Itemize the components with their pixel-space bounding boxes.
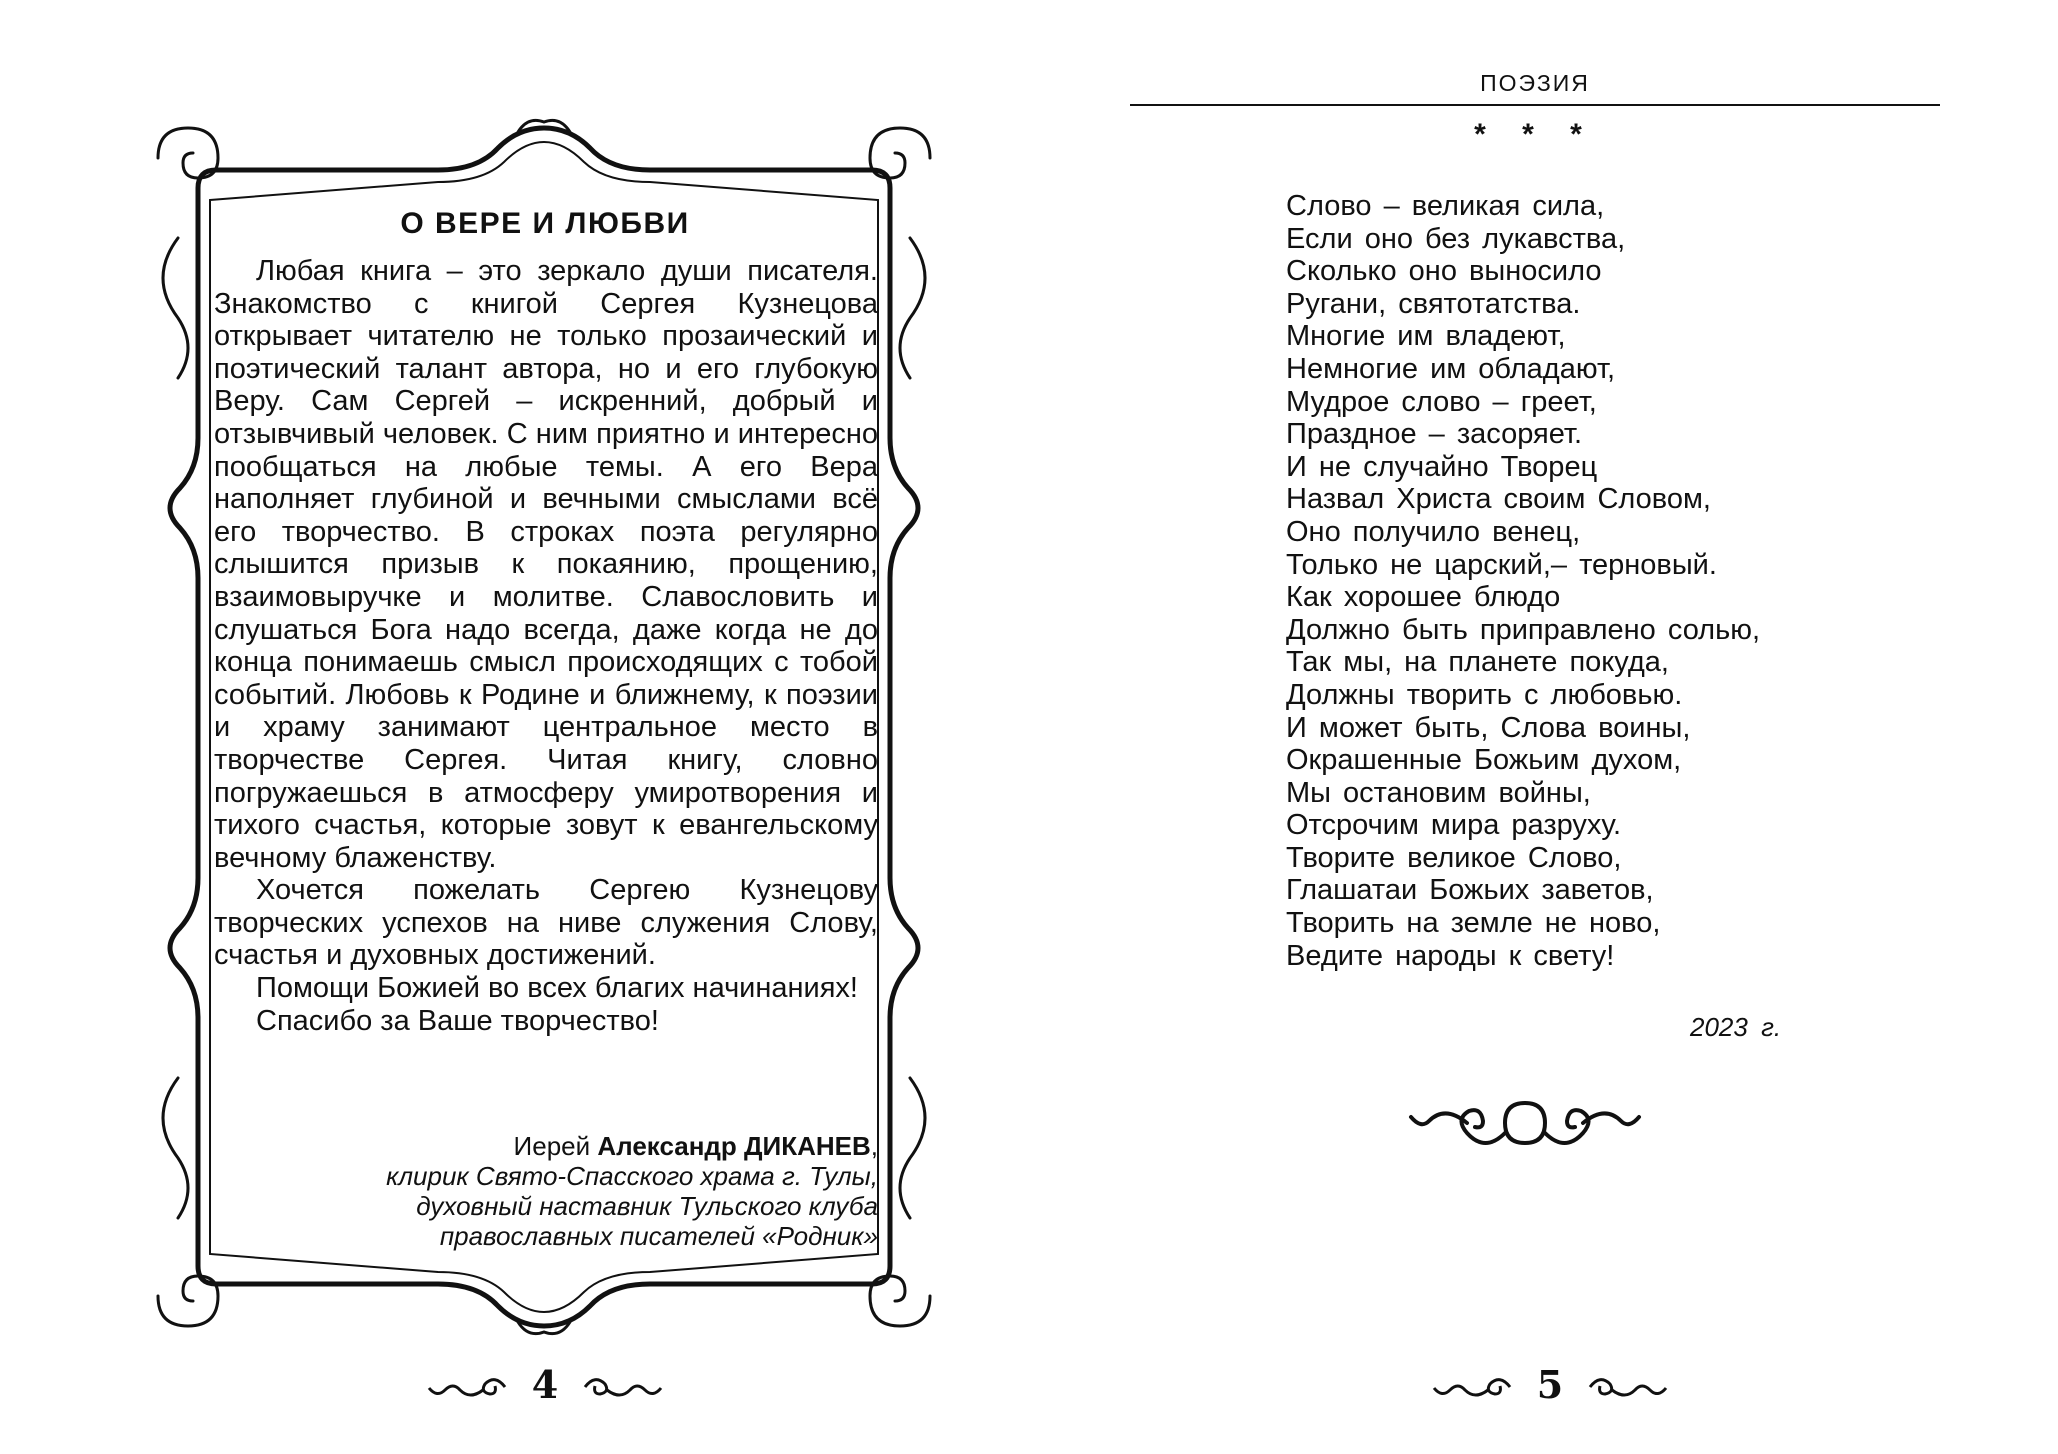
poem-line: Мудрое слово – греет, (1286, 385, 1597, 418)
poem-line: Так мы, на планете покуда, (1286, 646, 1669, 679)
poem-line: Сколько оно выносило (1286, 255, 1602, 288)
poem-line: Если оно без лукавства, (1286, 222, 1626, 255)
page-number: 5 (1536, 1362, 1564, 1407)
poem-line: Немногие им обладают, (1286, 352, 1616, 385)
article-title: О ВЕРЕ И ЛЮБВИ (400, 207, 690, 240)
page-number: 4 (531, 1362, 559, 1407)
page-number-right (1430, 1362, 1670, 1412)
poem-line: Должно быть приправлено солью, (1286, 613, 1761, 646)
poem-line: Окрашенные Божьим духом, (1286, 744, 1682, 777)
section-header: ПОЭЗИЯ (1480, 70, 1590, 96)
poem-line: Оно получило венец, (1286, 515, 1581, 548)
author-role: духовный наставник Тульского клуба (416, 1191, 878, 1221)
poem-line: Творите великое Слово, (1286, 841, 1622, 874)
poem-line: Многие им владеют, (1286, 320, 1566, 353)
poem-line: Праздное – засоряет. (1286, 418, 1583, 451)
paragraph: Помощи Божией во всех благих начинаниях! (256, 972, 858, 1005)
page-number-left (425, 1362, 665, 1412)
article-body (214, 255, 878, 1037)
ornament-right-icon (1585, 1372, 1670, 1402)
poem-line: Творить на земле не ново, (1286, 907, 1661, 940)
paragraph: Любая книга – это зеркало души писателя. Знакомство с книгой Сергея Кузнецова открывает читателю не только прозаический и поэтический талант автора, но и его глубокую Веру. Сам Сергей – искренний, добрый и отзывчивый человек. С ним приятно и интересно пообщаться на любые темы. А его Вера наполняет глубиной и вечными смыслами всё его творчество. В строках поэта регулярно слышится призыв к покаянию, прощению, взаимовыручке и молитве. Славословить и слушаться Бога надо всегда, даже когда не до конца понимаешь смысл происходящих с тобой событий. Любовь к Родине и ближнему, к поэзии и храму занимают центральное место в творчестве Сергея. Читая книгу, словно погружаешься в атмосферу умиротворения и тихого счастья, которые зовут к евангельскому вечному блаженству. (214, 255, 878, 874)
poem-line: Как хорошее блюдо (1286, 581, 1561, 614)
author-role: клирик Свято-Спасского храма г. Тулы, (386, 1161, 878, 1191)
signature-block (214, 1131, 878, 1251)
author-prefix: Иерей (513, 1131, 598, 1161)
poem-line: Только не царский,– терновый. (1286, 548, 1717, 581)
author-line (214, 1131, 878, 1161)
paragraph: Хочется пожелать Сергею Кузнецову творческих успехов на ниве служения Слову, счастья и духовных достижений. (214, 874, 878, 972)
header-divider (1130, 104, 1940, 106)
author-role: православных писателей «Родник» (439, 1221, 878, 1251)
poem (1286, 190, 1760, 972)
poem-line: Отсрочим мира разруху. (1286, 809, 1622, 842)
poem-line: Ведите народы к свету! (1286, 939, 1615, 972)
poem-line: Глашатаи Божьих заветов, (1286, 874, 1654, 907)
poem-line: Слово – великая сила, (1286, 190, 1605, 222)
poem-line: Назвал Христа своим Словом, (1286, 483, 1711, 516)
poem-line: Должны творить с любовью. (1286, 678, 1683, 711)
poem-separator: * * * (1474, 118, 1596, 151)
poem-date: 2023 г. (1690, 1012, 1782, 1042)
paragraph: Спасибо за Ваше творчество! (256, 1004, 659, 1037)
poem-line: Мы остановим войны, (1286, 776, 1591, 809)
author-name: Александр ДИКАНЕВ (597, 1131, 871, 1161)
poem-line: Ругани, святотатства. (1286, 287, 1581, 320)
vignette-ornament-icon (1405, 1093, 1645, 1155)
author-suffix: , (870, 1131, 878, 1161)
ornament-right-icon (580, 1372, 665, 1402)
poem-line: И не случайно Творец (1286, 450, 1598, 483)
poem-line: И может быть, Слова воины, (1286, 711, 1691, 744)
